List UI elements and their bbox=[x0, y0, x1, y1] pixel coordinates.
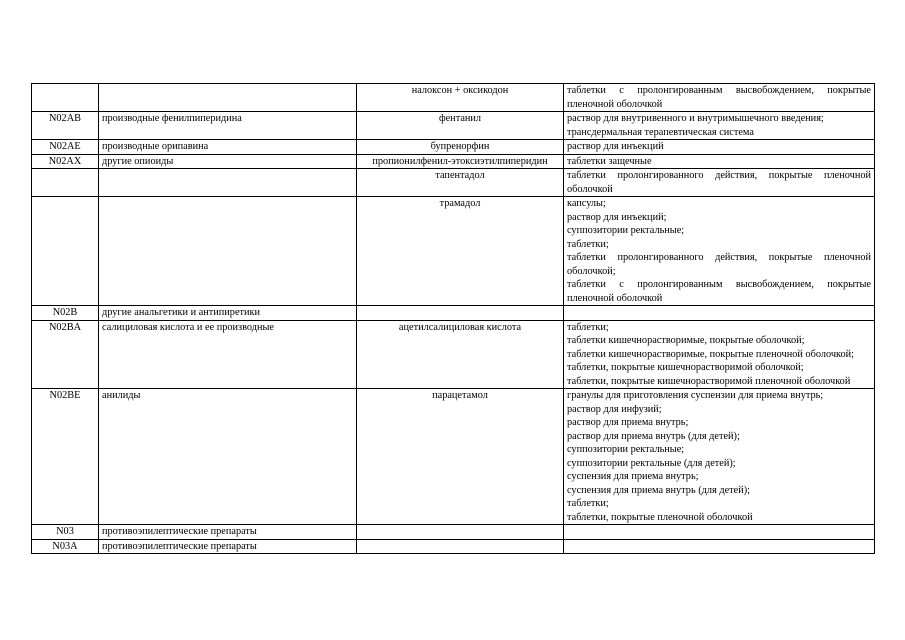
atc-code-cell: N03 bbox=[32, 525, 99, 540]
dosage-form-line: таблетки кишечнорастворимые, покрытые пленочной оболочкой; bbox=[567, 348, 855, 360]
drug-name-cell: бупренорфин bbox=[357, 140, 564, 155]
dosage-form-line: раствор для инфузий; bbox=[567, 403, 662, 415]
atc-code-cell: N02B bbox=[32, 306, 99, 321]
table-row bbox=[32, 320, 875, 389]
anatomical-therapeutic-group-cell: производные фенилпиперидина bbox=[99, 112, 357, 140]
dosage-form-line: таблетки; bbox=[567, 321, 609, 333]
dosage-form-line: раствор для инъекций bbox=[567, 141, 664, 152]
dosage-form-line: суспензия для приема внутрь (для детей); bbox=[567, 484, 751, 496]
anatomical-therapeutic-group-cell: другие анальгетики и антипиретики bbox=[99, 306, 357, 321]
anatomical-therapeutic-group-cell bbox=[99, 84, 357, 112]
dosage-form-line: таблетки пролонгированного действия, покрытые пленочной оболочкой bbox=[567, 170, 871, 195]
dosage-forms-cell bbox=[564, 320, 875, 389]
dosage-form-line: таблетки кишечнорастворимые, покрытые оболочкой; bbox=[567, 335, 805, 346]
atc-code-cell: N02AB bbox=[32, 112, 99, 140]
atc-code-cell: N02BE bbox=[32, 389, 99, 525]
dosage-form-line: таблетки с пролонгированным высвобождением, покрытые пленочной оболочкой bbox=[567, 279, 871, 304]
table-row bbox=[32, 525, 875, 540]
dosage-forms-cell bbox=[564, 84, 875, 112]
table-row bbox=[32, 197, 875, 306]
anatomical-therapeutic-group-cell: противоэпилептические препараты bbox=[99, 525, 357, 540]
dosage-form-line: таблетки; bbox=[567, 498, 609, 509]
drug-name-cell: пропионилфенил-этоксиэтилпиперидин bbox=[357, 154, 564, 169]
atc-code-cell: N03A bbox=[32, 539, 99, 554]
dosage-form-line: таблетки, покрытые кишечнорастворимой оболочкой; bbox=[567, 362, 804, 373]
dosage-form-line: трансдермальная терапевтическая система bbox=[567, 126, 754, 138]
atc-code-cell bbox=[32, 197, 99, 306]
dosage-form-line: суппозитории ректальные; bbox=[567, 444, 685, 455]
dosage-form-line: капсулы; bbox=[567, 198, 606, 209]
atc-code-cell bbox=[32, 169, 99, 197]
dosage-form-line: гранулы для приготовления суспензии для приема внутрь; bbox=[567, 390, 824, 401]
dosage-form-line: раствор для внутривенного и внутримышечного введения; bbox=[567, 113, 824, 124]
table-row bbox=[32, 169, 875, 197]
atc-code-cell bbox=[32, 84, 99, 112]
drug-name-cell: парацетамол bbox=[357, 389, 564, 525]
empty-cell-spacer bbox=[567, 540, 871, 554]
table-row bbox=[32, 306, 875, 321]
table-row bbox=[32, 84, 875, 112]
dosage-forms-cell bbox=[564, 197, 875, 306]
dosage-forms-cell bbox=[564, 306, 875, 321]
atc-code-cell: N02BA bbox=[32, 320, 99, 389]
dosage-form-line: таблетки; bbox=[567, 238, 609, 250]
anatomical-therapeutic-group-cell: салициловая кислота и ее производные bbox=[99, 320, 357, 389]
table-row bbox=[32, 154, 875, 169]
anatomical-therapeutic-group-cell bbox=[99, 169, 357, 197]
atc-code-cell: N02AX bbox=[32, 154, 99, 169]
dosage-form-line: таблетки, покрытые пленочной оболочкой bbox=[567, 511, 753, 523]
drug-name-cell bbox=[357, 539, 564, 554]
drug-name-cell bbox=[357, 306, 564, 321]
table-row bbox=[32, 112, 875, 140]
drug-name-cell bbox=[357, 525, 564, 540]
dosage-form-line: раствор для инъекций; bbox=[567, 211, 667, 223]
empty-cell-spacer bbox=[567, 306, 871, 320]
dosage-form-line: суспензия для приема внутрь; bbox=[567, 471, 699, 482]
dosage-forms-cell bbox=[564, 112, 875, 140]
dosage-form-line: таблетки защечные bbox=[567, 155, 652, 167]
anatomical-therapeutic-group-cell: противоэпилептические препараты bbox=[99, 539, 357, 554]
table-row bbox=[32, 140, 875, 155]
dosage-form-line: суппозитории ректальные; bbox=[567, 225, 685, 236]
table-body bbox=[32, 84, 875, 554]
drug-name-cell: ацетилсалициловая кислота bbox=[357, 320, 564, 389]
dosage-forms-cell bbox=[564, 169, 875, 197]
table-row bbox=[32, 389, 875, 525]
drug-table bbox=[31, 83, 875, 554]
table-row bbox=[32, 539, 875, 554]
empty-cell-spacer bbox=[567, 525, 871, 539]
anatomical-therapeutic-group-cell: другие опиоиды bbox=[99, 154, 357, 169]
drug-name-cell: трамадол bbox=[357, 197, 564, 306]
anatomical-therapeutic-group-cell: анилиды bbox=[99, 389, 357, 525]
dosage-form-line: таблетки пролонгированного действия, покрытые пленочной оболочкой; bbox=[567, 252, 871, 277]
dosage-forms-cell bbox=[564, 154, 875, 169]
dosage-form-line: суппозитории ректальные (для детей); bbox=[567, 457, 736, 469]
dosage-forms-cell bbox=[564, 525, 875, 540]
dosage-form-line: таблетки, покрытые кишечнорастворимой пленочной оболочкой bbox=[567, 375, 851, 387]
drug-name-cell: фентанил bbox=[357, 112, 564, 140]
atc-code-cell: N02AE bbox=[32, 140, 99, 155]
drug-name-cell: тапентадол bbox=[357, 169, 564, 197]
dosage-form-line: раствор для приема внутрь; bbox=[567, 417, 689, 428]
dosage-form-line: таблетки с пролонгированным высвобождением, покрытые пленочной оболочкой bbox=[567, 85, 871, 110]
dosage-form-line: раствор для приема внутрь (для детей); bbox=[567, 430, 740, 442]
dosage-forms-cell bbox=[564, 389, 875, 525]
dosage-forms-cell bbox=[564, 140, 875, 155]
dosage-forms-cell bbox=[564, 539, 875, 554]
anatomical-therapeutic-group-cell: производные орипавина bbox=[99, 140, 357, 155]
drug-name-cell: налоксон + оксикодон bbox=[357, 84, 564, 112]
anatomical-therapeutic-group-cell bbox=[99, 197, 357, 306]
